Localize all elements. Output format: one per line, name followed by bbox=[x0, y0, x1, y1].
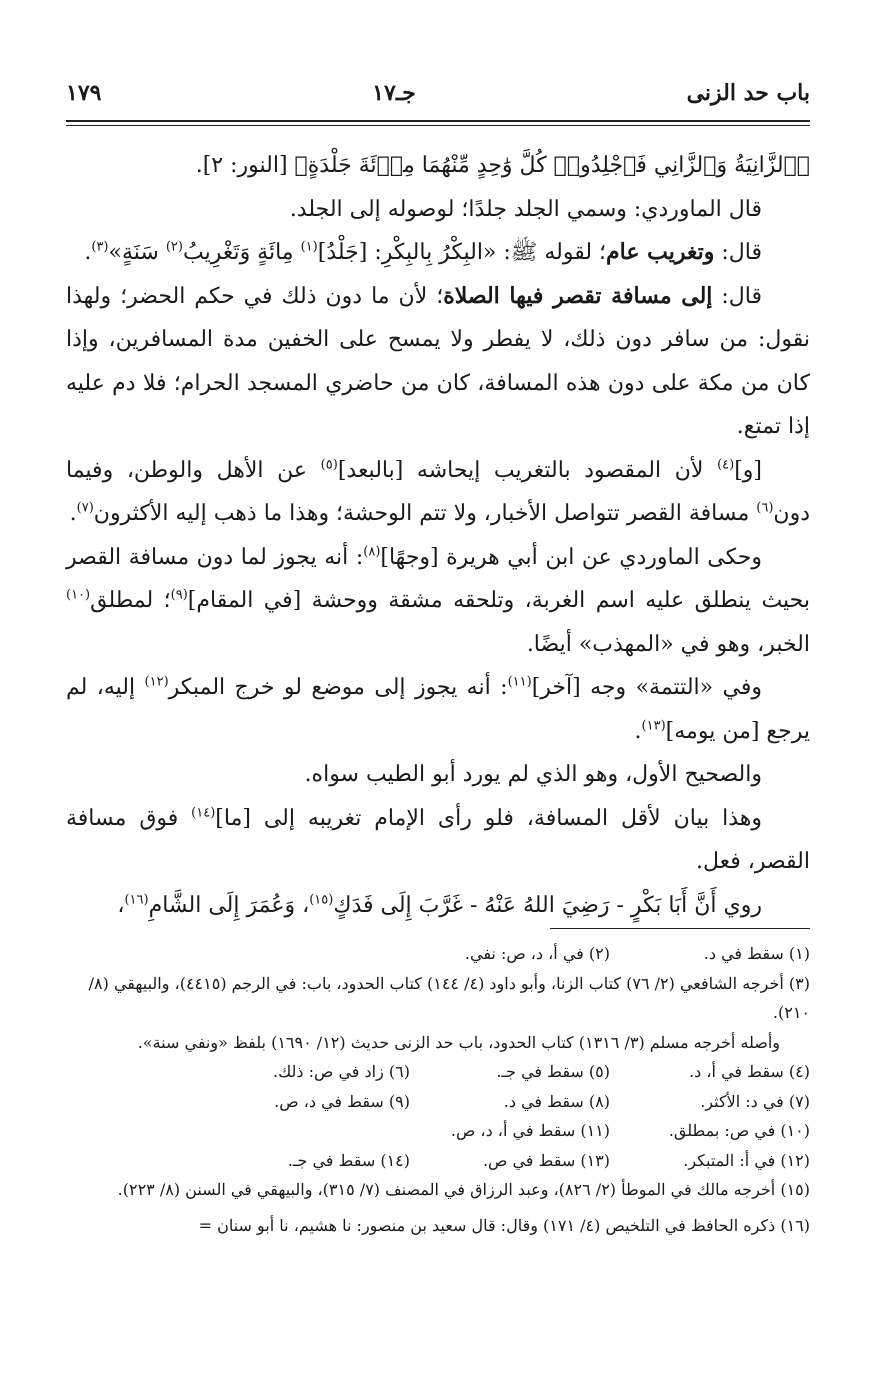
paragraph: روي أَنَّ أَبَا بَكْرٍ - رَضِيَ اللهُ عَنْهُ - غَرَّبَ إِلَى فَدَكٍ$^{(١٥)}$، وَعُمَرَ إِلَى الشَّامِ$^{(١٦)}$، bbox=[117, 892, 762, 918]
footnote-ref[interactable]: (١٢) bbox=[144, 674, 169, 690]
footnote-continuation: وأصله أخرجه مسلم (٣/ ١٣١٦) كتاب الحدود، باب حد الزنى حديث (١٢/ ١٦٩٠) بلفظ «ونفي سنة». bbox=[137, 1032, 780, 1052]
paragraph: وحكى الماوردي عن ابن أبي هريرة [وجهًا]$^{(٨)}$: أنه يجوز لما دون مسافة القصر بحيث ينطلق عليه اسم الغربة، وتلحقه مشقة ووحشة [في المقام]$^{(٩)}$؛ لمطلق$^{(١٠)}$ الخبر، وهو في «المهذب» أيضًا. bbox=[66, 544, 811, 657]
footnote: (٨) سقط في د. bbox=[503, 1091, 610, 1111]
footnote: (١٣) سقط في ص. bbox=[482, 1150, 610, 1170]
footnote-row bbox=[66, 1087, 810, 1117]
paragraph: [و]$^{(٤)}$ لأن المقصود بالتغريب إيحاشه [بالبعد]$^{(٥)}$ عن الأهل والوطن، وفيما دون$^{(٦)}$ مسافة القصر تتواصل الأخبار، ولا تتم الوحشة؛ وهذا ما ذهب إليه الأكثرون$^{(٧)}$. bbox=[66, 457, 810, 526]
footnote-ref[interactable]: (٣) bbox=[91, 239, 109, 255]
footnotes-section bbox=[66, 928, 810, 1240]
footnote: (٦) زاد في ص: ذلك. bbox=[272, 1062, 410, 1081]
header-rule-thin bbox=[66, 125, 810, 126]
page-number: ١٧٩ bbox=[66, 80, 102, 106]
footnote: (١) سقط في د. bbox=[703, 944, 810, 963]
footnote: (١٦) ذكره الحافظ في التلخيص (٤/ ١٧١) وقال: قال سعيد بن منصور: نا هشيم، نا أبو سنان = bbox=[198, 1215, 810, 1235]
paragraph: قال: إلى مسافة تقصر فيها الصلاة؛ لأن ما دون ذلك في حكم الحضر؛ ولهذا نقول: من سافر دون ذلك، لا يفطر ولا يمسح على الخفين مدة المسافرين، وإذا كان من مكة على دون هذه المسافة، كان من حاضري المسجد الحرام؛ فلا دم عليه إذا تمتع. bbox=[66, 282, 811, 439]
volume-label: جـ١٧ bbox=[372, 80, 416, 106]
footnote: (٩) سقط في د، ص. bbox=[274, 1091, 410, 1111]
footnote-ref[interactable]: (٧) bbox=[76, 500, 94, 516]
footnote-ref[interactable]: (١٦) bbox=[124, 892, 149, 908]
footnote: (٥) سقط في جـ. bbox=[496, 1062, 610, 1081]
footnote-row bbox=[66, 1057, 810, 1087]
footnote: (٤) سقط في أ، د. bbox=[689, 1062, 810, 1081]
main-text bbox=[66, 144, 810, 927]
quran-verse: ﴿ٱلزَّانِيَةُ وَٱلزَّانِي فَٱجْلِدُوا۟ كُلَّ وَٰحِدٍ مِّنْهُمَا مِا۟ئَةَ جَلْدَةٍ﴾ [النور: ٢]. bbox=[195, 153, 810, 178]
paragraph: قال الماوردي: وسمي الجلد جلدًا؛ لوصوله إلى الجلد. bbox=[289, 196, 762, 222]
footnote: (١٥) أخرجه مالك في الموطأ (٢/ ٨٢٦)، وعبد الرزاق في المصنف (٧/ ٣١٥)، والبيهقي في السنن (٨/ ٢٢٣). bbox=[117, 1180, 810, 1199]
footnote: (١١) سقط في أ، د، ص. bbox=[450, 1121, 610, 1140]
footnote-row bbox=[66, 1146, 810, 1176]
footnote-ref[interactable]: (٥) bbox=[320, 457, 338, 473]
footnote-row bbox=[66, 1116, 810, 1146]
footnote-separator bbox=[550, 928, 810, 929]
footnote-ref[interactable]: (١١) bbox=[507, 674, 532, 690]
page-content bbox=[66, 80, 810, 927]
footnote: (١٤) سقط في جـ. bbox=[287, 1150, 410, 1170]
footnote-row bbox=[66, 939, 810, 969]
footnote-ref[interactable]: (٢) bbox=[165, 239, 183, 255]
footnote-ref[interactable]: (١) bbox=[300, 239, 318, 255]
running-header bbox=[66, 80, 810, 116]
footnote: (١٢) في أ: المتبكر. bbox=[683, 1150, 810, 1170]
footnote: (٧) في د: الأكثر. bbox=[700, 1091, 810, 1111]
footnote: (٢) في أ، د، ص: نفي. bbox=[464, 944, 610, 963]
footnote: (٣) أخرجه الشافعي (٢/ ٧٦) كتاب الزنا، وأبو داود (٤/ ١٤٤) كتاب الحدود، باب: في الرجم (٤٤١٥)، والبيهقي (٨/ ٢١٠). bbox=[88, 973, 810, 1022]
footnote-ref[interactable]: (١٥) bbox=[309, 892, 334, 908]
paragraph: وفي «التتمة» وجه [آخر]$^{(١١)}$: أنه يجوز إلى موضع لو خرج المبكر$^{(١٢)}$ إليه، لم يرجع [من يومه]$^{(١٣)}$. bbox=[66, 674, 810, 744]
footnote-ref[interactable]: (١٣) bbox=[641, 718, 666, 734]
footnote-ref[interactable]: (٤) bbox=[717, 457, 735, 473]
footnote-ref[interactable]: (٦) bbox=[756, 500, 774, 516]
header-rule bbox=[66, 120, 810, 122]
chapter-title: باب حد الزنى bbox=[686, 80, 810, 106]
footnote-ref[interactable]: (٩) bbox=[170, 587, 188, 603]
footnote: (١٠) في ص: بمطلق. bbox=[668, 1121, 810, 1140]
footnote-ref[interactable]: (٨) bbox=[363, 544, 381, 560]
paragraph: قال: وتغريب عام؛ لقوله ﷺ: «البِكْرُ بِالبِكْرِ: [جَلْدُ]$^{(١)}$ مِائَةٍ وَتَغْرِيبُ$^{(٢)}$ سَنَةٍ»$^{(٣)}$. bbox=[84, 239, 762, 265]
paragraph: والصحيح الأول، وهو الذي لم يورد أبو الطيب سواه. bbox=[304, 762, 762, 787]
paragraph: وهذا بيان لأقل المسافة، فلو رأى الإمام تغريبه إلى [ما]$^{(١٤)}$ فوق مسافة القصر، فعل. bbox=[66, 805, 810, 874]
footnote-ref[interactable]: (١٠) bbox=[66, 587, 91, 603]
footnote-ref[interactable]: (١٤) bbox=[191, 805, 216, 821]
